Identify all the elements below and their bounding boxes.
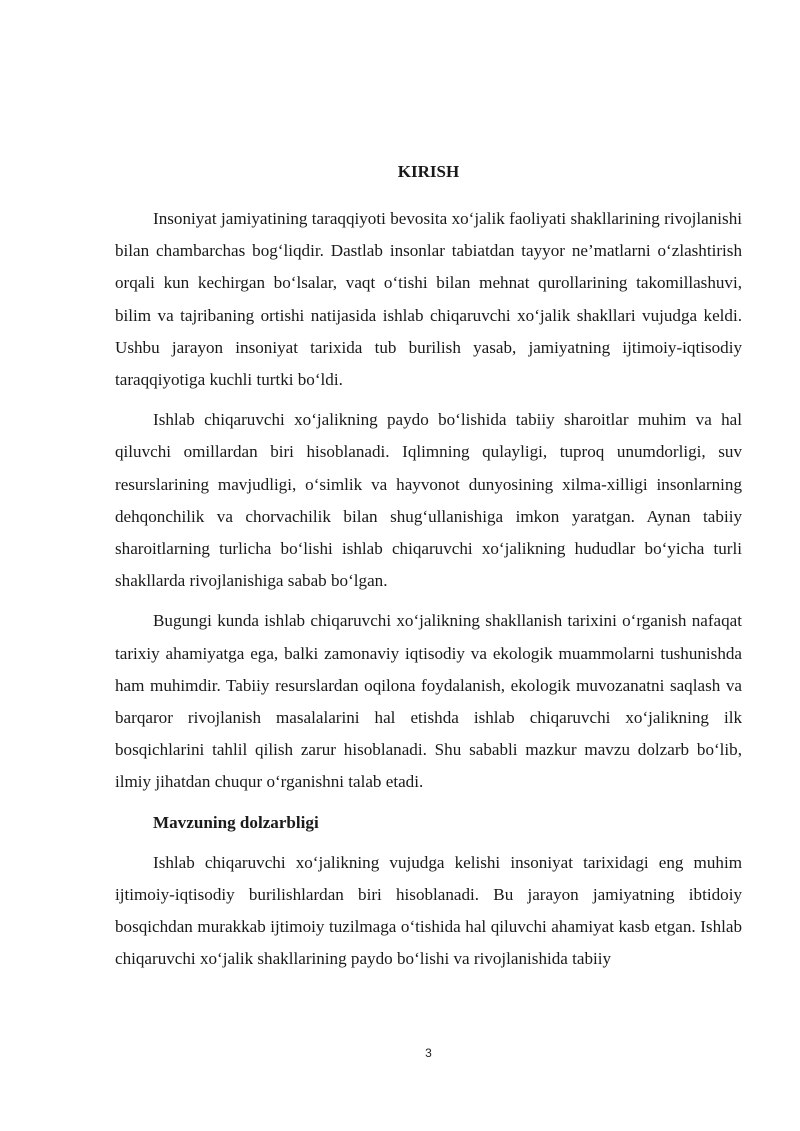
paragraph-4: Ishlab chiqaruvchi xo‘jalikning vujudga kelishi insoniyat tarixidagi eng muhim ijtimoiy-iqtisodiy burilishlardan biri hisoblanadi. Bu jarayon jamiyatning ibtidoiy bosqichdan murakkab ijtimoiy tuzilmaga o‘tishida hal qiluvchi ahamiyat kasb etgan. Ishlab chiqaruvchi xo‘jalik shakllarining paydo bo‘lishi va rivojlanishida tabiiy: [115, 852, 742, 969]
paragraph-3: Bugungi kunda ishlab chiqaruvchi xo‘jalikning shakllanish tarixini o‘rganish nafaqat tarixiy ahamiyatga ega, balki zamonaviy iqtisodiy va ekologik muammolarni tushunishda ham muhimdir. Tabiiy resurslardan oqilona foydalanish, ekologik muvozanatni saqlash va barqaror rivojlanish masalalarini hal etishda ishlab chiqaruvchi xo‘jalikning ilk bosqichlarini tahlil qilish zarur hisoblanadi. Shu sababli mazkur mavzu dolzarb bo‘lib, ilmiy jihatdan chuqur o‘rganishni talab etadi.: [115, 611, 742, 792]
paragraph-1: Insoniyat jamiyatining taraqqiyoti bevosita xo‘jalik faoliyati shakllarining rivojlanishi bilan chambarchas bog‘liqdir. Dastlab insonlar tabiatdan tayyor ne’matlarni o‘zlashtirish orqali kun kechirgan bo‘lsalar, vaqt o‘tishi bilan mehnat qurollarining takomillashuvi, bilim va tajribaning ortishi natijasida ishlab chiqaruvchi xo‘jalik shakllari vujudga keldi. Ushbu jarayon insoniyat tarixida tub burilish yasab, jamiyatning ijtimoiy-iqtisodiy taraqqiyotiga kuchli turtki bo‘ldi.: [115, 209, 742, 390]
document-page: [115, 0, 742, 1131]
page-number: 3: [425, 1046, 432, 1060]
body-text: [115, 203, 742, 984]
section-heading: KIRISH: [397, 162, 460, 181]
subheading: Mavzuning dolzarbligi: [153, 812, 319, 832]
paragraph-2: Ishlab chiqaruvchi xo‘jalikning paydo bo‘lishida tabiiy sharoitlar muhim va hal qiluvchi omillardan biri hisoblanadi. Iqlimning qulayligi, tuproq unumdorligi, suv resurslarining mavjudligi, o‘simlik va hayvonot dunyosining xilma-xilligi insonlarning dehqonchilik va chorvachilik bilan shug‘ullanishiga imkon yaratgan. Aynan tabiiy sharoitlarning turlicha bo‘lishi ishlab chiqaruvchi xo‘jalikning hududlar bo‘yicha turli shakllarda rivojlanishiga sabab bo‘lgan.: [115, 410, 742, 591]
